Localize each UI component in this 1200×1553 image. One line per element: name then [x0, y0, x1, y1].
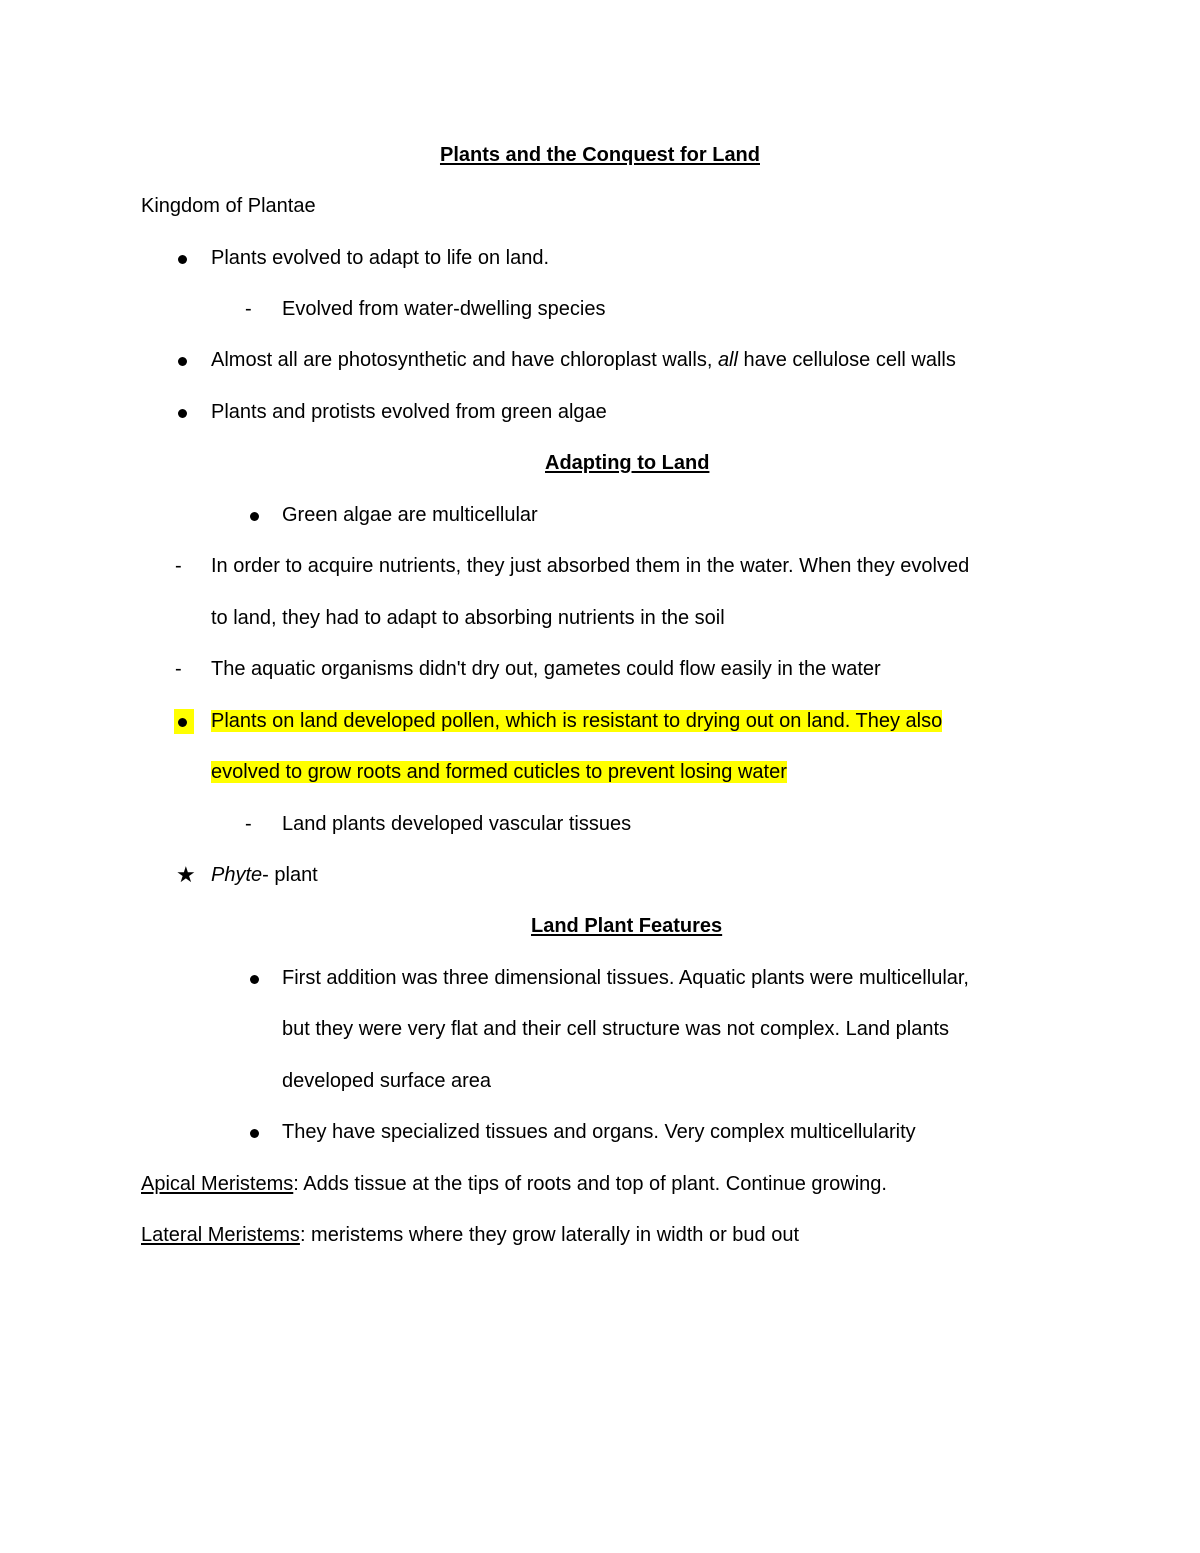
list-item: First addition was three dimensional tissues. Aquatic plants were multicellular, — [282, 967, 969, 989]
text-run: Almost all are photosynthetic and have chloroplast walls, — [211, 349, 718, 371]
section-heading-kingdom: Kingdom of Plantae — [141, 195, 316, 217]
page-title: Plants and the Conquest for Land — [439, 144, 760, 166]
dash-icon: - — [175, 555, 182, 577]
definition-text: : Adds tissue at the tips of roots and top of plant. Continue growing. — [293, 1173, 887, 1195]
bullet-icon — [178, 718, 187, 727]
definition-apical — [141, 1172, 887, 1196]
definition-lateral — [141, 1223, 799, 1247]
emphasis-text: all — [717, 349, 738, 371]
list-item: In order to acquire nutrients, they just absorbed them in the water. When they evolved — [211, 555, 970, 577]
highlighted-text: evolved to grow roots and formed cuticles to prevent losing water — [211, 761, 787, 783]
bullet-icon — [178, 255, 187, 264]
list-item: The aquatic organisms didn't dry out, gametes could flow easily in the water — [211, 658, 881, 680]
highlighted-text: Plants on land developed pollen, which is resistant to drying out on land. They also — [211, 710, 943, 732]
section-heading-adapting: Adapting to Land — [545, 452, 710, 474]
definition-term: Lateral Meristems — [141, 1224, 300, 1246]
highlighted-item — [211, 709, 942, 733]
text-run: have cellulose cell walls — [737, 349, 956, 371]
definition-term: Apical Meristems — [141, 1173, 294, 1195]
dash-icon: - — [245, 298, 252, 320]
dash-icon: - — [245, 813, 252, 835]
bullet-icon — [178, 357, 187, 366]
list-item: They have specialized tissues and organs. Very complex multicellularity — [282, 1121, 916, 1143]
list-item — [211, 348, 956, 372]
bullet-icon — [178, 409, 187, 418]
list-item-continuation: but they were very flat and their cell structure was not complex. Land plants — [282, 1018, 950, 1040]
list-item: Plants and protists evolved from green algae — [211, 401, 607, 423]
star-icon: ★ — [176, 862, 196, 887]
list-item — [211, 863, 318, 887]
list-item-continuation: to land, they had to adapt to absorbing nutrients in the soil — [211, 607, 725, 629]
section-heading-features: Land Plant Features — [531, 915, 723, 937]
bullet-icon — [250, 512, 259, 521]
list-item: Plants evolved to adapt to life on land. — [211, 247, 550, 269]
list-item: Evolved from water-dwelling species — [282, 298, 606, 320]
definition-text: : meristems where they grow laterally in width or bud out — [299, 1224, 800, 1246]
list-item: Green algae are multicellular — [282, 504, 538, 526]
list-item-continuation: developed surface area — [282, 1070, 492, 1092]
text-run: - plant — [262, 864, 318, 886]
emphasis-text: Phyte — [211, 864, 263, 886]
bullet-icon — [250, 1129, 259, 1138]
bullet-icon — [250, 975, 259, 984]
list-item: Land plants developed vascular tissues — [282, 813, 632, 835]
dash-icon: - — [175, 658, 182, 680]
highlighted-item-continuation — [211, 760, 787, 784]
